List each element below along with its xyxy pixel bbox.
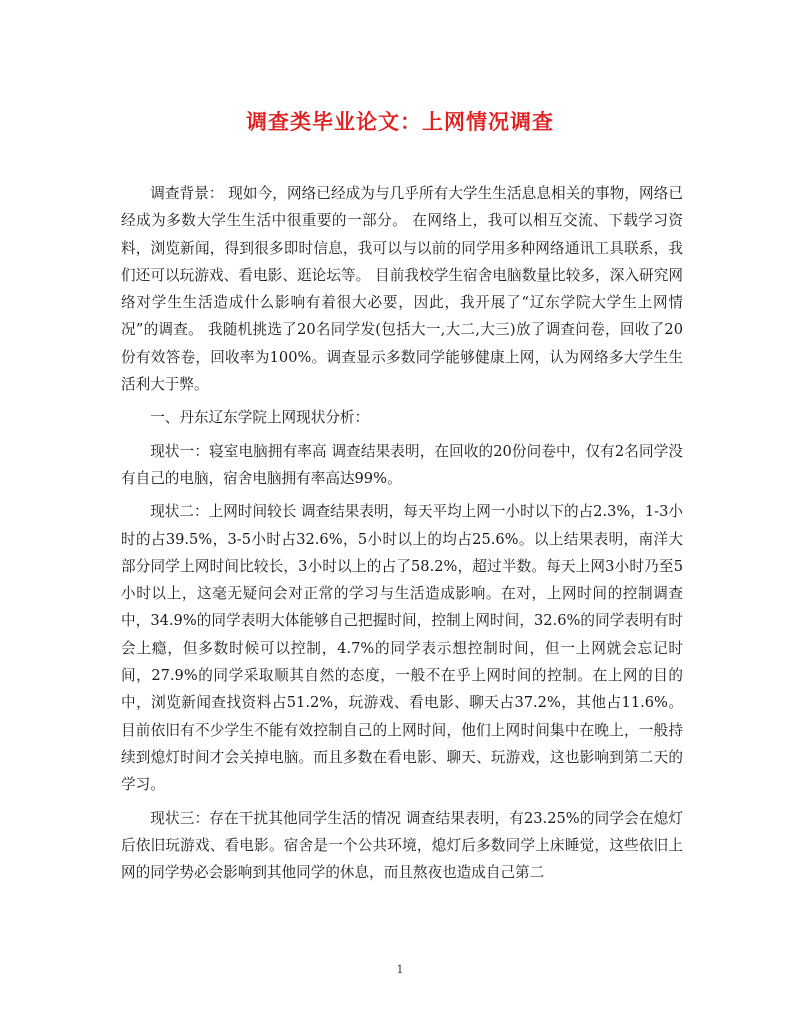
paragraph-status-3: 现状三：存在干扰其他同学生活的情况 调查结果表明，有23.25%的同学会在熄灯后依旧玩游戏、看电影。宿舍是一个公共环境，熄灯后多数同学上床睡觉，这些依旧上网的同学势必会影响到其他同学的休息，而且熬夜也造成自己第二 (121, 809, 683, 882)
paragraph-status-2: 现状二：上网时间较长 调查结果表明，每天平均上网一小时以下的占2.3%，1-3小时的占39.5%，3-5小时占32.6%，5小时以上的均占25.6%。以上结果表明，南洋大部分同学上网时间比较长，3小时以上的占了58.2%，超过半数。每天上网3小时乃至5小时以上，这毫无疑问会对正常的学习与生活造成影响。在对，上网时间的控制调查中，34.9%的同学表明大体能够自己把握时间，控制上网时间，32.6%的同学表明有时会上瘾，但多数时候可以控制，4.7%的同学表示想控制时间，但一上网就会忘记时间，27.9%的同学采取顺其自然的态度，一般不在乎上网时间的控制。在上网的目的中，浏览新闻查找资料占51.2%，玩游戏、看电影、聊天占37.2%，其他占11.6%。 目前依旧有不少学生不能有效控制自己的上网时间，他们上网时间集中在晚上，一般持续到熄灯时间才会关掉电脑。而且多数在看电影、聊天、玩游戏，这也影响到第二天的学习。 (121, 503, 683, 794)
paragraph-background: 调查背景： 现如今，网络已经成为与几乎所有大学生生活息息相关的事物，网络已经成为多数大学生生活中很重要的一部分。 在网络上，我可以相互交流、下载学习资料，浏览新闻，得到很多即时信息，我可以与以前的同学用多种网络通讯工具联系，我们还可以玩游戏、看电影、逛论坛等。 目前我校学生宿舍电脑数量比较多，深入研究网络对学生生活造成什么影响有着很大必要，因此，我开展了“辽东学院大学生上网情况”的调查。 我随机挑选了20名同学发(包括大一,大二,大三)放了调查问卷，回收了20份有效答卷，回收率为100%。调查显示多数同学能够健康上网，认为网络多大学生生活利大于弊。 (121, 185, 683, 394)
page-number: 1 (396, 963, 404, 976)
document-body (121, 180, 683, 892)
document-title: 调查类毕业论文：上网情况调查 (246, 109, 554, 134)
paragraph-status-1: 现状一：寝室电脑拥有率高 调查结果表明，在回收的20份问卷中，仅有2名同学没有自己的电脑，宿舍电脑拥有率高达99%。 (121, 442, 683, 487)
section-heading: 一、丹东辽东学院上网现状分析： (150, 409, 370, 427)
